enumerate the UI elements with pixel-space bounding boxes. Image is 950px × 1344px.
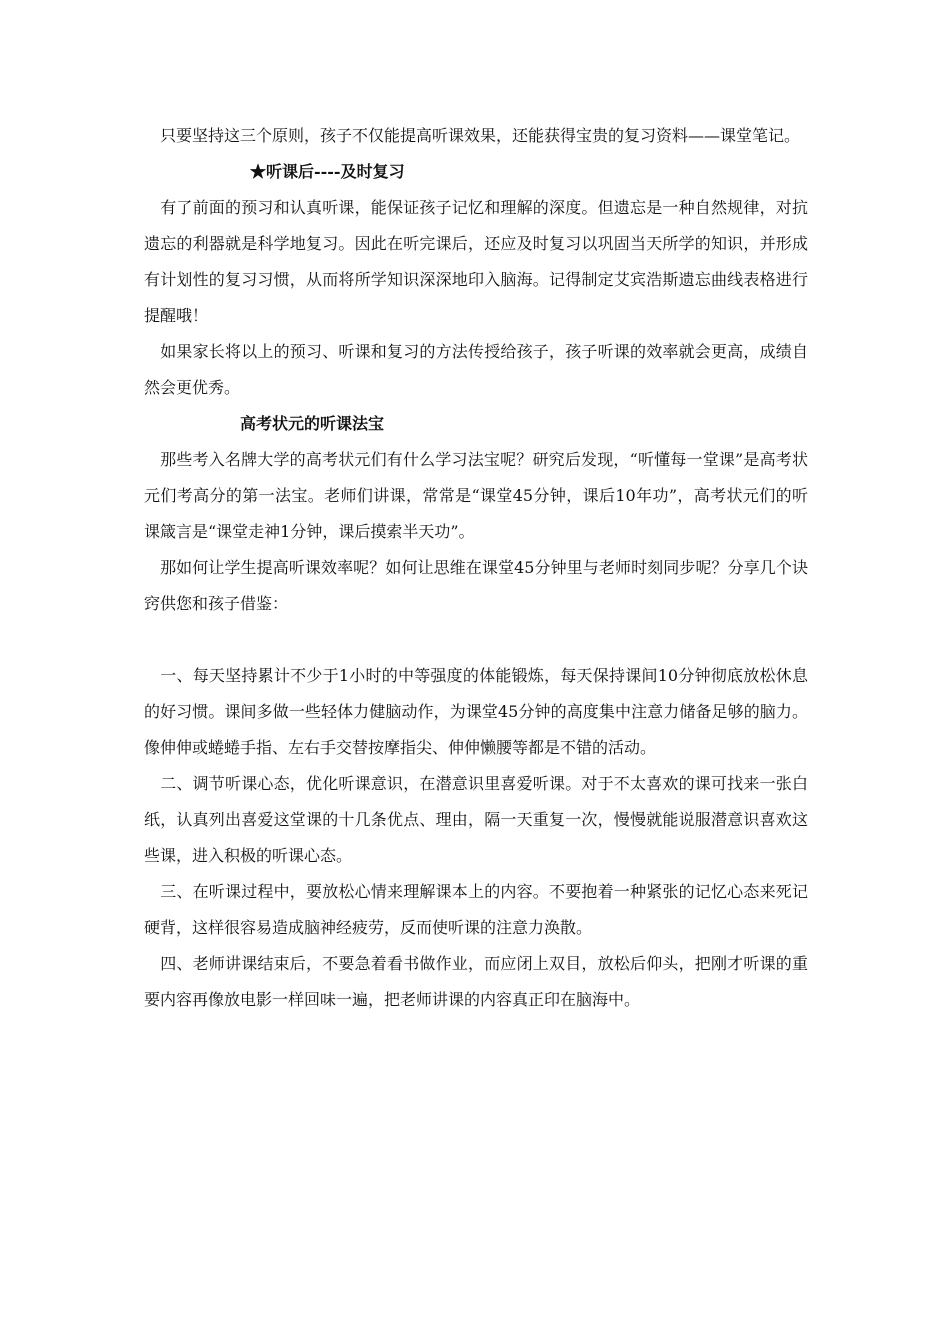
paragraph-summary: 只要坚持这三个原则，孩子不仅能提高听课效果，还能获得宝贵的复习资料——课堂笔记。 — [144, 126, 801, 145]
paragraph-parents: 如果家长将以上的预习、听课和复习的方法传授给孩子，孩子听课的效率就会更高，成绩自然会更优秀。 — [144, 342, 808, 397]
paragraph-question: 那如何让学生提高听课效率呢？如何让思维在课堂45分钟里与老师时刻同步呢？分享几个诀窍供您和孩子借鉴： — [144, 558, 808, 613]
document-body — [144, 118, 808, 1018]
blank-line — [144, 622, 808, 658]
paragraph-tip-four: 四、老师讲课结束后，不要急着看书做作业，而应闭上双目，放松后仰头，把刚才听课的重要内容再像放电影一样回味一遍，把老师讲课的内容真正印在脑海中。 — [144, 954, 808, 1009]
paragraph-tip-two: 二、调节听课心态，优化听课意识，在潜意识里喜爱听课。对于不太喜欢的课可找来一张白纸，认真列出喜爱这堂课的十几条优点、理由，隔一天重复一次，慢慢就能说服潜意识喜欢这些课，进入积极的听课心态。 — [144, 774, 808, 865]
paragraph-review: 有了前面的预习和认真听课，能保证孩子记忆和理解的深度。但遗忘是一种自然规律，对抗遗忘的利器就是科学地复习。因此在听完课后，还应及时复习以巩固当天所学的知识，并形成有计划性的复习习惯，从而将所学知识深深地印入脑海。记得制定艾宾浩斯遗忘曲线表格进行提醒哦！ — [144, 198, 808, 325]
heading-review-after-class: ★听课后----及时复习 — [250, 162, 405, 181]
heading-top-scorer-tips: 高考状元的听课法宝 — [240, 414, 385, 433]
paragraph-tip-three: 三、在听课过程中，要放松心情来理解课本上的内容。不要抱着一种紧张的记忆心态来死记硬背，这样很容易造成脑神经疲劳，反而使听课的注意力涣散。 — [144, 882, 808, 937]
paragraph-top-scorers: 那些考入名牌大学的高考状元们有什么学习法宝呢？研究后发现，“听懂每一堂课”是高考状元们考高分的第一法宝。老师们讲课，常常是“课堂45分钟，课后10年功”，高考状元们的听课箴言是“课堂走神1分钟，课后摸索半天功”。 — [144, 450, 808, 541]
paragraph-tip-one: 一、每天坚持累计不少于1小时的中等强度的体能锻炼，每天保持课间10分钟彻底放松休息的好习惯。课间多做一些轻体力健脑动作，为课堂45分钟的高度集中注意力储备足够的脑力。像伸伸或蜷蜷手指、左右手交替按摩指尖、伸伸懒腰等都是不错的活动。 — [144, 666, 808, 757]
